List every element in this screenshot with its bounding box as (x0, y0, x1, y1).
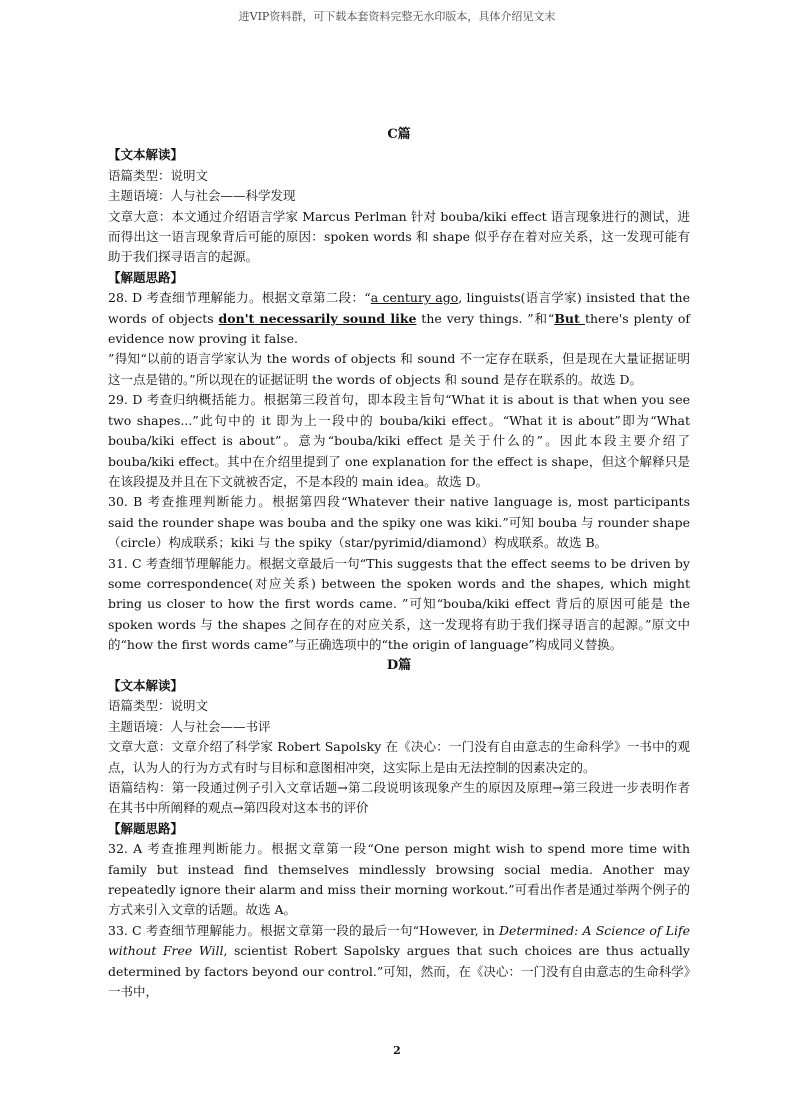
answer-28-underline-3: But (554, 310, 585, 326)
answer-29: 29. D 考查归纳概括能力。根据第三段首句，即本段主旨句“What it is about is that when you see two shapes...”此句中的 it 即为上一段中的 bouba/kiki effect。“What it is about”即为“What bouba/kiki effect is about”。意为“bouba/kiki effect 是关于什么的”。因此本段主要介绍了 bouba/kiki effect。其中在介绍里提到了 one explanation for the effect is shape，但这个解释只是在该段提及并且在下文就被否定，不是本段的 main idea。故选 D。 (108, 392, 690, 489)
section-d-genre: 语篇类型：说明文 (108, 698, 209, 714)
answer-33 (108, 921, 690, 1003)
section-d-theme: 主题语境：人与社会——书评 (108, 718, 271, 734)
section-c-title: C篇 (387, 127, 411, 142)
answer-33-part1: 33. C 考查细节理解能力。根据文章第一段的最后一句“However, in (108, 922, 500, 938)
section-d-text-heading: 【文本解读】 (108, 677, 184, 693)
section-c-theme: 主题语境：人与社会——科学发现 (108, 188, 296, 204)
answer-28 (108, 288, 690, 349)
watermark-banner: 进VIP资料群，可下载本套资料完整无水印版本，具体介绍见文末 (238, 10, 556, 23)
answer-31: 31. C 考查细节理解能力。根据文章最后一句“This suggests that the effect seems to be driven by some correspondence(对应关系) between the spoken words and the shapes, which might bring us closer to how the first words came. ”可知“bouba/kiki effect 背后的原因可能是 the spoken words 与 the shapes 之间存在的对应关系，这一发现将有助于我们探寻语言的起源。”原文中的“how the first words came”与正确选项中的“the origin of language”构成同义替换。 (108, 555, 690, 653)
section-c-thinking-heading: 【解题思路】 (108, 269, 184, 285)
page-number: 2 (393, 1044, 401, 1057)
section-d-structure: 语篇结构：第一段通过例子引入文章话题→第二段说明该现象产生的原因及原理→第三段进一步表明作者在其书中所阐释的观点→第四段对这本书的评价 (108, 780, 690, 816)
section-d-summary: 文章大意：文章介绍了科学家 Robert Sapolsky 在《决心：一门没有自由意志的生命科学》一书中的观点，认为人的行为方式有时与目标和意图相冲突，这实际上是由无法控制的因素决定的。 (108, 739, 690, 775)
answer-28-part4: there's plenty of evidence now proving it false. (108, 310, 691, 347)
section-c-genre: 语篇类型：说明文 (108, 167, 209, 183)
section-c-text-heading: 【文本解读】 (108, 147, 184, 163)
answer-33-book-title: Determined: A Science of Life without Free Will (108, 922, 690, 959)
answer-28-part2: , linguists(语言学家) insisted that the words of objects (108, 290, 690, 326)
answer-30: 30. B 考查推理判断能力。根据第四段“Whatever their native language is, most participants said the rounder shape was bouba and the spiky one was kiki.”可知 bouba 与 rounder shape（circle）构成联系；kiki 与 the spiky（star/pyrimid/diamond）构成联系。故选 B。 (108, 494, 690, 551)
section-d-title: D篇 (386, 657, 412, 673)
answer-28-part1: 28. D 考查细节理解能力。根据文章第二段：“ (108, 290, 371, 306)
answer-28-underline-2: don't necessarily sound like (218, 310, 417, 326)
section-d-thinking-heading: 【解题思路】 (108, 820, 184, 836)
answer-28-part3: the very things. ”和“ (416, 310, 555, 326)
section-c-summary: 文章大意：本文通过介绍语言学家 Marcus Perlman 针对 bouba/kiki effect 语言现象进行的测试，进而得出这一语言现象背后可能的原因：spoken words 和 shape 似乎存在着对应关系，这一发现可能有助于我们探寻语言的起源。 (108, 208, 690, 265)
document-page (108, 125, 690, 1002)
answer-28-explanation: ”得知“以前的语言学家认为 the words of objects 和 sound 不一定存在联系，但是现在大量证据证明这一点是错的。”所以现在的证据证明 the words of objects 和 sound 是存在联系的。故选 D。 (108, 351, 690, 387)
answer-33-part2: , scientist Robert Sapolsky argues that such choices are thus actually determined by factors beyond our control.”可知，然而，在《决心：一门没有自由意志的生命科学》一书中， (108, 943, 690, 1000)
answer-28-underline-1: a century ago (370, 290, 459, 306)
answer-32: 32. A 考查推理判断能力。根据文章第一段“One person might wish to spend more time with family but instead find themselves mindlessly browsing social media. Another may repeatedly ignore their alarm and miss their morning workout.”可看出作者是通过举两个例子的方式来引入文章的话题。故选 A。 (108, 841, 690, 918)
